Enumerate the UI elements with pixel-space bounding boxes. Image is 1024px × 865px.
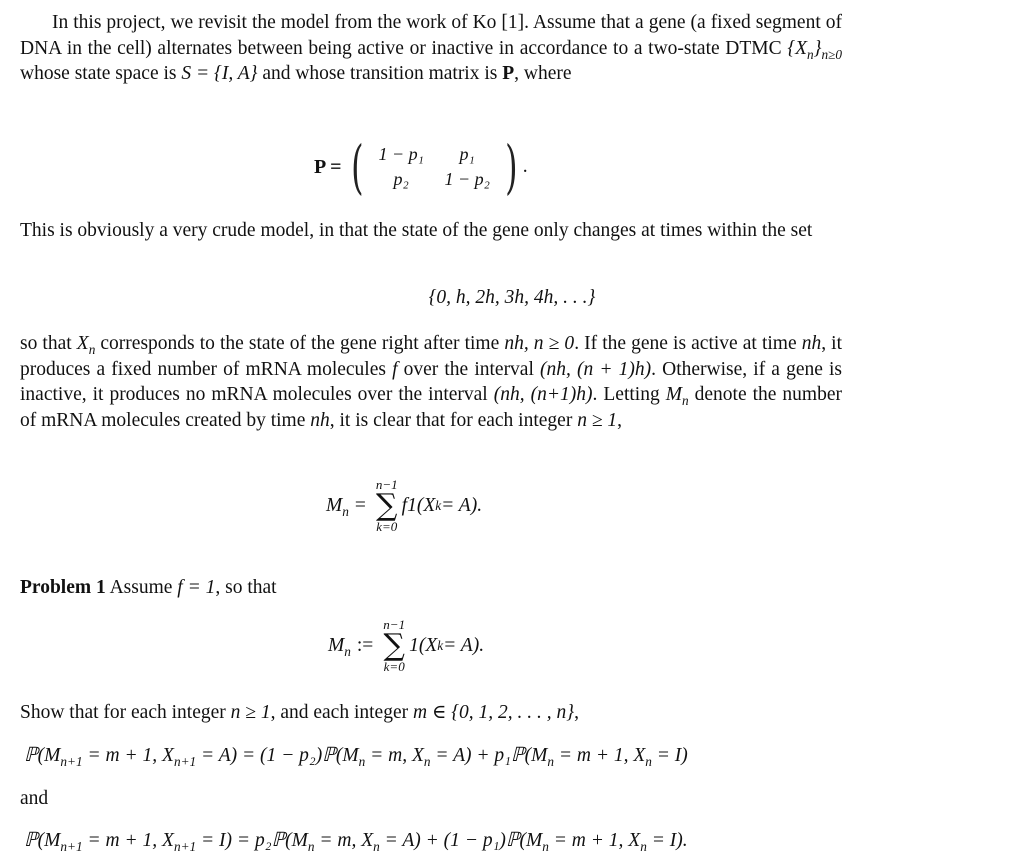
intro-end: , where [514, 63, 572, 85]
intro-mid: whose state space is [20, 63, 182, 85]
explanation-paragraph: so that $X_n$ corresponds to the state of the gene right after time nh, n ≥ 0. If the gene is active at time nh, it produces a fixed number of mRNA molecules f over the interval (nh, (n + 1)h). Otherwise, if a gene is inactive, it produces no mRNA molecules over the interval (nh, (n+1)h). Letting $M_n$ denote the number of mRNA molecules created by time nh, it is clear that for each integer n ≥ 1, [20, 333, 843, 431]
intro-tail: and whose transition matrix is [257, 63, 503, 85]
recursion-equation-1: $ℙ(M_{n+1} = m + 1$, $X_{n+1} = A) = (1$ − $p_2)ℙ(M_n = m$, $X_n = A$) + $p_1ℙ(M_n = m + 1$, $X_n = I$) [24, 745, 688, 769]
state-space: S = {I, A} [181, 63, 258, 85]
intro-lead: In this project, we revisit the model from the work of Ko [1]. Assume that a gene (a fixed segment of DNA in the cell) alternates between being active or inactive in accordance to a two-state DTMC [20, 12, 842, 59]
sigma-icon: n−1 ∑ k=0 [383, 617, 406, 674]
matrix-trailer: . [522, 156, 528, 177]
matrix-cell-22: 1 − p₂ [444, 169, 490, 189]
show-statement: Show that for each integer n ≥ 1, and each integer m ∈ {0, 1, 2, . . . , n}, [20, 702, 579, 723]
sum-equation-1: $M_n$ = n−1 ∑ k=0 f1(X k = A). [326, 477, 483, 534]
time-set: {0, h, 2h, 3h, 4h, . . .} [428, 287, 596, 308]
matrix-cell-11: 1 − p₁ [378, 144, 424, 164]
chain-symbol: $\{X_n\}_{n\ge 0}$ [787, 37, 842, 62]
matrix-lhs: P = [314, 155, 342, 178]
sigma-icon: n−1 ∑ k=0 [375, 477, 398, 534]
recursion-equation-2: $ℙ(M_{n+1} = m + 1$, $X_{n+1} = I$) = $p_2ℙ(M_n = m$, $X_n = A) + (1$ − $p_1)ℙ(M_n = m + 1$, $X_n = I$). [24, 830, 688, 854]
matrix-cell-21: p₂ [393, 169, 409, 189]
problem-1: Problem 1 Assume f = 1, so that [20, 577, 277, 598]
matrix-cell-12: p₁ [459, 144, 475, 164]
crude-paragraph: This is obviously a very crude model, in that the state of the gene only changes at times within the set [20, 220, 813, 241]
transition-matrix [314, 133, 528, 201]
sum-equation-2: $M_n$ := n−1 ∑ k=0 1(X k = A). [328, 617, 485, 674]
and-text: and [20, 788, 49, 809]
right-paren-icon: ) [505, 133, 518, 201]
matrix-symbol: P [502, 63, 515, 85]
left-paren-icon: ( [350, 133, 364, 201]
intro-paragraph [20, 10, 842, 87]
matrix-cells [368, 144, 500, 190]
